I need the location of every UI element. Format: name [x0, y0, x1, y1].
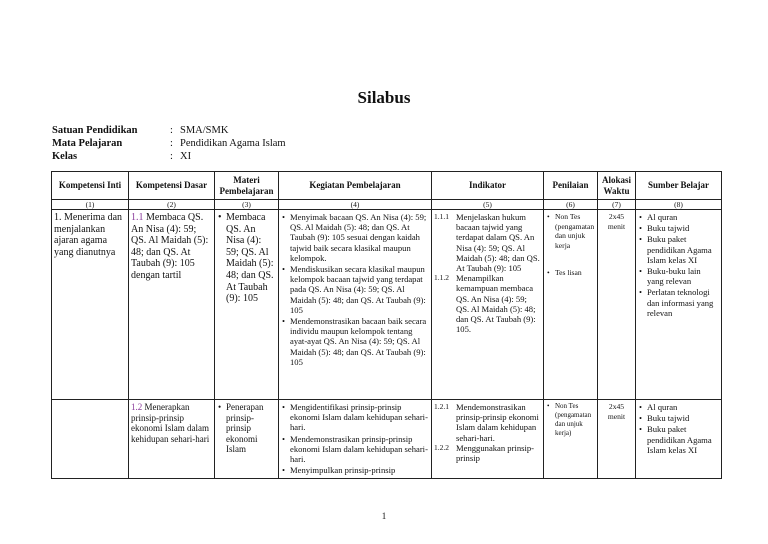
kd-cell [129, 400, 215, 479]
list-item: • Buku paket pendidikan Agama Islam kelas XI [647, 234, 719, 265]
list-item: • Non Tes (pengamatan dan unjuk kerja [555, 212, 595, 250]
penilaian-cell [544, 400, 598, 479]
column-number: (3) [215, 200, 279, 210]
column-number: (8) [636, 200, 722, 210]
kegiatan-cell [279, 210, 432, 400]
indicator-item [434, 273, 541, 334]
list-item: • Mengidentifikasi prinsip-prinsip ekonomi Islam dalam kehidupan sehari-hari. [290, 402, 429, 433]
header-row [52, 172, 722, 200]
list-item: • Non Tes (pengamatan dan unjuk kerja) [555, 402, 595, 438]
column-number: (6) [544, 200, 598, 210]
indicator-number: 1.1.1 [434, 212, 449, 221]
list-item: • Membaca QS. An Nisa (4): 59; QS. Al Maidah (5): 48; dan QS. At Taubah (9): 105 [226, 212, 276, 305]
indicator-item [434, 212, 541, 273]
table-row [52, 400, 722, 479]
column-number: (7) [598, 200, 636, 210]
list-item: • Tes lisan [555, 268, 595, 278]
indicator-number: 1.2.2 [434, 442, 449, 452]
header-cell: Kompetensi Inti [52, 172, 129, 200]
alokasi-cell: 2x45 menit [598, 400, 636, 479]
meta-colon: : [170, 138, 173, 149]
indicator-text: Menampilkan kemampuan membaca QS. An Nisa (4): 59; QS. Al Maidah (5): 48; dan QS. At Taubah (9): 105. [456, 273, 536, 335]
materi-cell [215, 210, 279, 400]
list-item: • Mendemonstrasikan bacaan baik secara individu maupun kelompok tentang ayat-ayat QS. An Nisa (4): 59; QS. Al Maidah (5): 48; dan QS. At Taubah (9): 105 [290, 316, 429, 367]
meta-key: Kelas [52, 151, 78, 162]
list-item: • Perlatan teknologi dan informasi yang relevan [647, 287, 719, 318]
meta-key: Mata Pelajaran [52, 138, 123, 149]
table-row [52, 210, 722, 400]
list-item: • Buku paket pendidikan Agama Islam kelas XI [647, 424, 719, 455]
column-number: (5) [432, 200, 544, 210]
list-item: • Buku tajwid [647, 413, 719, 423]
header-cell: Penilaian [544, 172, 598, 200]
kd-number: 1.1 [131, 212, 144, 223]
meta-row-satuan [52, 124, 286, 137]
meta-colon: : [170, 125, 173, 136]
meta-row-mapel [52, 137, 286, 150]
indikator-cell [432, 210, 544, 400]
page-number: 1 [381, 511, 387, 521]
list-item: • Menyimpulkan prinsip-prinsip [290, 465, 429, 475]
header-cell: Kegiatan Pembelajaran [279, 172, 432, 200]
indicator-text: Menggunakan prinsip-prinsip [456, 442, 535, 464]
ki-cell: 1. Menerima dan menjalankan ajaran agama yang dianutnya [52, 210, 129, 400]
ki-cell [52, 400, 129, 479]
list-item: • Menyimak bacaan QS. An Nisa (4): 59; QS. Al Maidah (5): 48; dan QS. At Taubah (9): 105 sesuai dengan kaidah tajwid baik secara klasikal maupun kelompok. [290, 212, 429, 263]
header-cell: Sumber Belajar [636, 172, 722, 200]
list-item: • Al quran [647, 402, 719, 412]
header-cell: Kompetensi Dasar [129, 172, 215, 200]
list-item: • Buku-buku lain yang relevan [647, 266, 719, 286]
materi-cell [215, 400, 279, 479]
meta-key: Satuan Pendidikan [52, 125, 138, 136]
indicator-number: 1.1.2 [434, 273, 449, 283]
indicator-number: 1.2.1 [434, 402, 449, 411]
kegiatan-cell [279, 400, 432, 479]
alokasi-cell: 2x45 menit [598, 210, 636, 400]
column-number: (1) [52, 200, 129, 210]
column-number: (4) [279, 200, 432, 210]
column-number-row [52, 200, 722, 210]
penilaian-cell [544, 210, 598, 400]
page-title: Silabus [357, 88, 411, 107]
kd-cell [129, 210, 215, 400]
indicator-item [434, 443, 541, 463]
list-item: • Mendemonstrasikan prinsip-prinsip ekonomi Islam dalam kehidupan sehari-hari. [290, 434, 429, 465]
kd-number: 1.2 [131, 402, 143, 412]
meta-value: SMA/SMK [180, 125, 229, 136]
column-number: (2) [129, 200, 215, 210]
document-meta [52, 124, 286, 163]
header-cell: Alokasi Waktu [598, 172, 636, 200]
syllabus-table [51, 171, 722, 479]
sumber-cell [636, 210, 722, 400]
meta-row-kelas [52, 150, 286, 163]
indicator-text: Menjelaskan hukum bacaan tajwid yang terdapat dalam QS. An Nisa (4): 59; QS. Al Maidah (5): 48; dan QS. At Taubah (9): 105 [456, 212, 540, 274]
indicator-item [434, 402, 541, 443]
indicator-text: Mendemonstrasikan prinsip-prinsip ekonomi Islam dalam kehidupan sehari-hari. [456, 402, 539, 443]
list-item: • Buku tajwid [647, 223, 719, 233]
list-item: • Penerapan prinsip-prinsip ekonomi Islam [226, 402, 276, 455]
list-item: • Al quran [647, 212, 719, 222]
meta-value: XI [180, 151, 192, 162]
header-cell: Indikator [432, 172, 544, 200]
meta-value: Pendidikan Agama Islam [180, 138, 286, 149]
indikator-cell [432, 400, 544, 479]
sumber-cell [636, 400, 722, 479]
kd-text: Membaca QS. An Nisa (4): 59; QS. Al Maidah (5): 48; dan QS. At Taubah (9): 105 dengan tartil [131, 212, 209, 281]
meta-colon: : [170, 151, 173, 162]
kd-text: Menerapkan prinsip-prinsip ekonomi Islam dalam kehidupan sehari-hari [131, 402, 210, 444]
header-cell: Materi Pembelajaran [215, 172, 279, 200]
list-item: • Mendiskusikan secara klasikal maupun kelompok bacaan tajwid yang terdapat pada QS. An Nisa (4): 59; QS. Al Maidah (5): 48; dan QS. At Taubah (9): 105 [290, 264, 429, 315]
